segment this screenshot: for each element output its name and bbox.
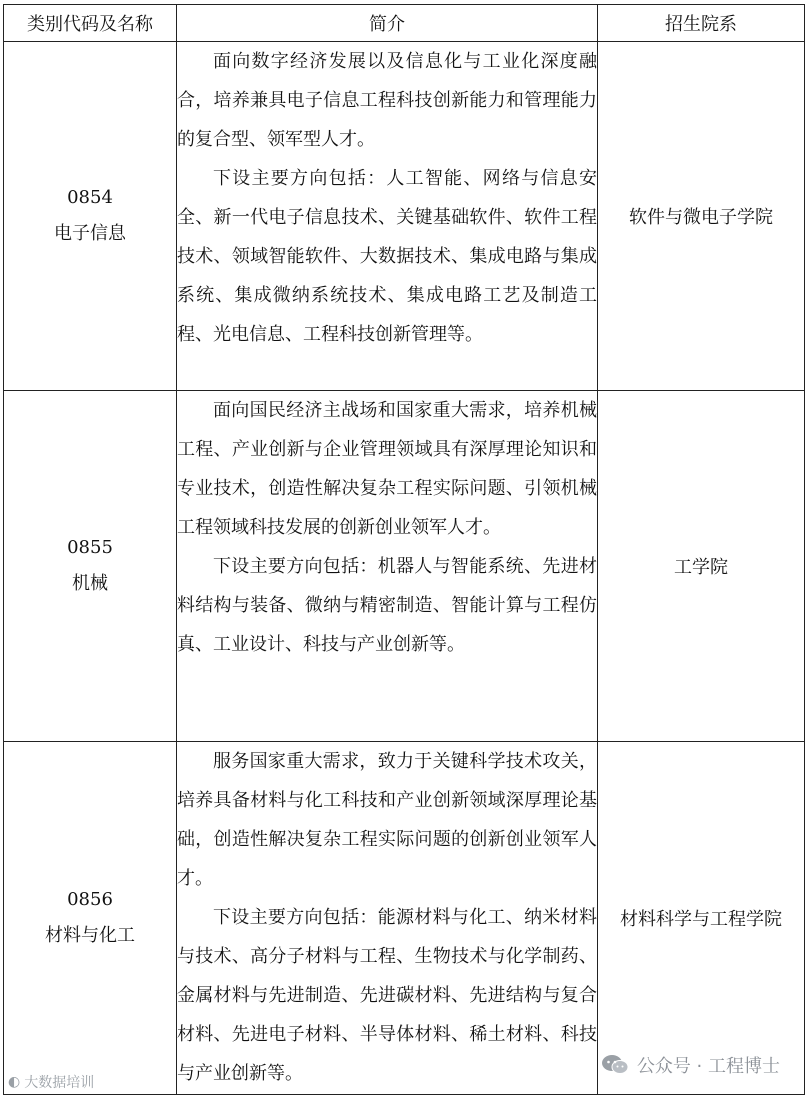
watermark-logo-icon: ◐ [8,1074,21,1090]
intro-paragraph: 服务国家重大需求，致力于关键科学技术攻关，培养具备材料与化工科技和产业创新领域深厚理论基础，创造性解决复杂工程实际问题的创新创业领军人才。 [177,751,597,889]
code-name-cell [4,742,177,1095]
table-row [4,42,805,391]
category-name: 电子信息 [54,223,126,244]
program-table [3,4,805,1095]
header-row [4,5,805,42]
code-name-cell [4,42,177,391]
intro-directions: 下设主要方向包括：人工智能、网络与信息安全、新一代电子信息技术、关键基础软件、软件工程技术、领域智能软件、大数据技术、集成电路与集成系统、集成微纳系统技术、集成电路工艺及制造工程、光电信息、工程科技创新管理等。 [177,168,597,345]
watermark-right [601,1052,780,1078]
intro-directions: 下设主要方向包括：机器人与智能系统、先进材料结构与装备、微纳与精密制造、智能计算与工程仿真、工业设计、科技与产业创新等。 [177,556,597,655]
intro-directions: 下设主要方向包括：能源材料与化工、纳米材料与技术、高分子材料与工程、生物技术与化学制药、金属材料与先进制造、先进碳材料、先进结构与复合材料、先进电子材料、半导体材料、稀土材料、科技与产业创新等。 [177,907,597,1084]
category-name: 材料与化工 [45,925,135,946]
table-row [4,742,805,1095]
intro-cell [177,42,598,391]
dept-cell: 工学院 [598,391,805,742]
dept-cell: 软件与微电子学院 [598,42,805,391]
intro-cell [177,742,598,1095]
table-row [4,391,805,742]
category-code: 0854 [67,187,113,208]
header-code-name: 类别代码及名称 [4,5,177,42]
dept-cell: 材料科学与工程学院 [598,742,805,1095]
watermark-left-text: 大数据培训 [24,1075,95,1091]
intro-paragraph: 面向数字经济发展以及信息化与工业化深度融合，培养兼具电子信息工程科技创新能力和管理能力的复合型、领军型人才。 [177,51,597,150]
category-code: 0855 [67,537,113,558]
header-intro: 简介 [177,5,598,42]
watermark-left [8,1072,94,1092]
watermark-right-text: 公众号 · 工程博士 [636,1056,780,1077]
intro-cell [177,391,598,742]
header-dept: 招生院系 [598,5,805,42]
code-name-cell [4,391,177,742]
category-code: 0856 [67,889,113,910]
category-name: 机械 [72,573,108,594]
wechat-icon [601,1054,629,1076]
intro-paragraph: 面向国民经济主战场和国家重大需求，培养机械工程、产业创新与企业管理领域具有深厚理论知识和专业技术，创造性解决复杂工程实际问题、引领机械工程领域科技发展的创新创业领军人才。 [177,400,597,538]
